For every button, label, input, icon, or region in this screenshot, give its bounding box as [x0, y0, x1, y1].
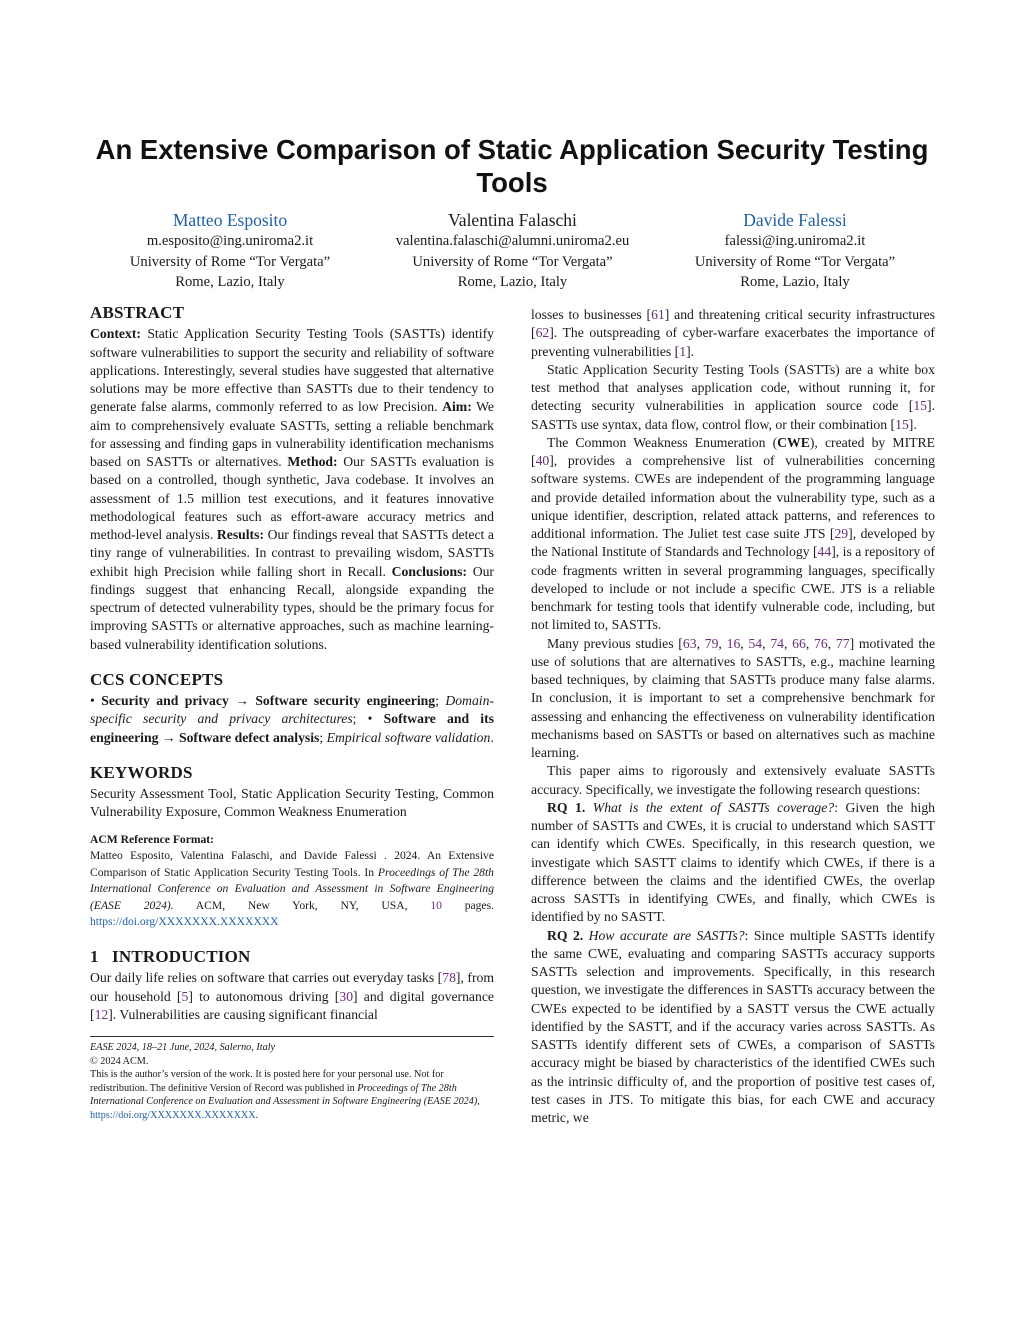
paper-title: An Extensive Comparison of Static Application Security Testing Tools — [95, 134, 929, 198]
left-column — [90, 304, 494, 1123]
author-email: falessi@ing.uniroma2.it — [724, 233, 866, 249]
bold-text: Software defect analysis — [178, 729, 320, 745]
citation-link[interactable]: 62 — [535, 325, 550, 341]
italic-text: EASE 2024, 18–21 June, 2024, Salerno, Italy — [90, 1042, 276, 1054]
doi-link[interactable]: https://doi.org/XXXXXXX.XXXXXXX — [90, 1110, 256, 1122]
citation-link[interactable]: 30 — [339, 988, 354, 1004]
citation-link[interactable]: 15 — [913, 398, 928, 414]
citation-link[interactable]: 77 — [835, 635, 850, 651]
body-paragraph: Many previous studies [63, 79, 16, 54, 74, 66, 76, 77] motivated the use of solutions that are alternatives to SASTTs, e.g., machine learning based techniques, by claiming that SASTTs produce many false alarms. In conclusion, it is important to set a comprehensive benchmark for assessing and enhancing the effectiveness on vulnerability identification mechanisms based on SASTTs or based on alternatives such as machine learning. — [531, 635, 936, 760]
acm-reference-heading: ACM Reference Format: — [90, 832, 215, 846]
author-name-link[interactable]: Davide Falessi — [743, 210, 847, 230]
footnote-divider — [90, 1036, 494, 1037]
bold-text: RQ 1. — [547, 799, 586, 815]
citation-link[interactable]: 10 — [430, 898, 442, 912]
bold-text: Conclusions: — [391, 563, 467, 579]
citation-link[interactable]: 44 — [817, 544, 832, 560]
body-paragraph: losses to businesses [61] and threatening critical security infrastructures [62]. The outspreading of cyber-warfare exacerbates the importance of preventing vulnerabilities [1]. — [531, 307, 935, 359]
author-1 — [90, 209, 370, 293]
author-location: Rome, Lazio, Italy — [740, 274, 850, 290]
author-2 — [373, 209, 653, 293]
citation-link[interactable]: 76 — [814, 635, 828, 651]
author-email: valentina.falaschi@alumni.uniroma2.eu — [395, 233, 630, 249]
citation-link[interactable]: 61 — [651, 307, 665, 322]
bold-text: CWE — [777, 434, 810, 450]
bold-text: Software security engineering — [255, 693, 436, 708]
body-paragraph: RQ 2. How accurate are SASTTs?: Since multiple SASTTs identify the same CWE, evaluating and comparing SASTTs accuracy supports SASTTs selection and improvements. Specifically, in this research question, we investigate the differences in SASTTs accuracy between the CWEs expected to be identified by a SASTT versus the CWE actually identified by the SASTT, and if the accuracy varies across SASTTs. As SASTTs identify different sets of CWEs, a comparison of SASTTs accuracy might be biased by characteristics of the identified CWEs such as the intrinsic difficulty of, and the proportion of positive test cases of, test cases in JTS. To mitigate this bias, for each CWE and accuracy metric, we — [531, 927, 936, 1125]
author-affiliation: University of Rome “Tor Vergata” — [694, 253, 896, 270]
body-paragraph: This paper aims to rigorously and extensively evaluate SASTTs accuracy. Specifically, we investigate the following research questions: — [531, 763, 935, 797]
citation-link[interactable]: 66 — [792, 635, 806, 651]
footnote: EASE 2024, 18–21 June, 2024, Salerno, Italy © 2024 ACM. This is the author’s version of the work. It is posted here for your personal use. Not for redistribution. The definitive Version of Record was published in Proceedings of The 28th International Conference on Evaluation and Assessment in Software Engineering (EASE 2024), https://doi.org/XXXXXXX.XXXXXXX. — [90, 1042, 480, 1122]
author-block — [90, 209, 935, 293]
abstract-text: Context: Static Application Security Testing Tools (SASTTs) identify software vulnerabilities to support the security and reliability of software applications. Interestingly, several studies have suggested that alternative solutions may be more effective than SASTTs due to their tendency to generate false alarms, commonly referred to as low Precision. Aim: We aim to comprehensively evaluate SASTTs, setting a reliable benchmark for assessing and finding gaps in vulnerability identification mechanisms based on SASTTs or alternatives. Method: Our SASTTs evaluation is based on a controlled, though synthetic, Java codebase. It involves an assessment of 1.5 million test executions, and it features innovative methodological features such as effort-aware accuracy metrics and method-level analysis. Results: Our findings reveal that SASTTs detect a tiny range of vulnerabilities. In contrast to prevailing wisdom, SASTTs exhibit high Precision while falling short in Recall. Conclusions: Our findings suggest that enhancing Recall, alongside expanding the spectrum of detected vulnerability types, should be the primary focus for improving SASTTs or alternative approaches, such as machine learning-based vulnerability identification solutions. — [90, 326, 494, 652]
citation-link[interactable]: 12 — [94, 1006, 109, 1022]
citation-link[interactable]: 15 — [895, 416, 909, 432]
author-location: Rome, Lazio, Italy — [457, 274, 568, 290]
body-paragraph: The Common Weakness Enumeration (CWE), created by MITRE [40], provides a comprehensive list of vulnerabilities concerning software systems. CWEs are independent of the programming language and provide detailed information about the vulnerability type, such as a unique identifier, description, related attack patterns, and references to additional information. The Juliet test case suite JTS [29], developed by the National Institute of Standards and Technology [44], is a repository of code fragments written in several programming languages, specifically developed to include or not include a specific CWE. JTS is a reliable benchmark for testing tools that identify vulnerable code, including, but not limited to, SASTTs. — [531, 434, 936, 633]
bold-text: Aim: — [442, 399, 472, 415]
citation-link[interactable]: 63 — [682, 635, 697, 651]
author-location: Rome, Lazio, Italy — [175, 274, 285, 290]
body-paragraph: Static Application Security Testing Tools (SASTTs) are a white box test method that analyses application code, without running it, for detecting security vulnerabilities in application source code [15]. SASTTs use syntax, data flow, control flow, or their combination [15]. — [531, 361, 935, 432]
citation-link[interactable]: 54 — [748, 635, 763, 651]
author-email: m.esposito@ing.uniroma2.it — [146, 233, 314, 249]
italic-text: Empirical software validation — [326, 729, 491, 745]
citation-link[interactable]: 78 — [442, 970, 456, 986]
citation-link[interactable]: 40 — [535, 453, 550, 468]
keywords-heading: KEYWORDS — [90, 762, 193, 782]
bold-text: Context: — [90, 326, 141, 342]
bold-text: Software and its engineering — [90, 711, 494, 745]
author-affiliation: University of Rome “Tor Vergata” — [129, 253, 331, 270]
bold-text: Results: — [216, 527, 265, 542]
right-column — [531, 306, 935, 1127]
italic-text: How accurate are SASTTs? — [588, 927, 745, 943]
italic-text: Proceedings of The 28th International Conference on Evaluation and Assessment in Software Engineering (EASE 2024). — [90, 865, 494, 912]
citation-link[interactable]: 74 — [770, 635, 784, 651]
doi-link[interactable]: https://doi.org/XXXXXXX.XXXXXXX — [90, 915, 279, 929]
citation-link[interactable]: 16 — [726, 635, 741, 651]
author-name-link[interactable]: Matteo Esposito — [172, 210, 288, 230]
italic-text: What is the extent of SASTTs coverage? — [592, 799, 835, 815]
keywords-text: Security Assessment Tool, Static Application Security Testing, Common Vulnerability Exposure, Common Weakness Enumeration — [90, 786, 494, 820]
citation-link[interactable]: 5 — [181, 988, 189, 1004]
bold-text: Method: — [287, 454, 338, 469]
acm-reference-text: Matteo Esposito, Valentina Falaschi, and Davide Falessi . 2024. An Extensive Comparison of Static Application Security Testing Tools. In Proceedings of The 28th International Conference on Evaluation and Assessment in Software Engineering (EASE 2024). ACM, New York, NY, USA, 10 pages. https://doi.org/XXXXXXX.XXXXXXX — [90, 849, 494, 929]
ccs-text: • Security and privacy → Software security engineering; Domain-specific security and privacy architectures; • Software and its engineering → Software defect analysis; Empirical software validation. — [90, 693, 494, 745]
bold-text: Security and privacy — [101, 693, 229, 708]
author-affiliation: University of Rome “Tor Vergata” — [412, 253, 613, 270]
author-name: Valentina Falaschi — [448, 210, 577, 230]
abstract-heading: ABSTRACT — [90, 303, 185, 322]
bold-text: RQ 2. — [547, 927, 584, 943]
ccs-heading: CCS CONCEPTS — [90, 669, 224, 689]
italic-text: Domain-specific security and privacy architectures — [90, 693, 494, 727]
body-paragraph: RQ 1. What is the extent of SASTTs coverage?: Given the high number of SASTTs and CWEs, it is crucial to understand which SASTT can identify which CWEs. Specifically, in this research question, we investigate which SASTT claims to identify which CWEs, if there is a difference between the claims and the identified CWEs, the overlap across SASTTs in identifying CWEs, and finally, which CWEs is identified by no SASTT. — [531, 799, 936, 925]
italic-text: Proceedings of The 28th International Conference on Evaluation and Assessment in Software Engineering (EASE 2024) — [90, 1082, 478, 1108]
citation-link[interactable]: 1 — [679, 343, 687, 359]
introduction-heading: 1 INTRODUCTION — [90, 947, 251, 967]
introduction-text: Our daily life relies on software that carries out everyday tasks [78], from our household [5] to autonomous driving [30] and digital governance [12]. Vulnerabilities are causing significant financial — [90, 970, 495, 1022]
citation-link[interactable]: 29 — [834, 526, 849, 541]
citation-link[interactable]: 79 — [704, 635, 719, 651]
acm-reference — [90, 832, 494, 932]
author-3 — [655, 209, 935, 293]
